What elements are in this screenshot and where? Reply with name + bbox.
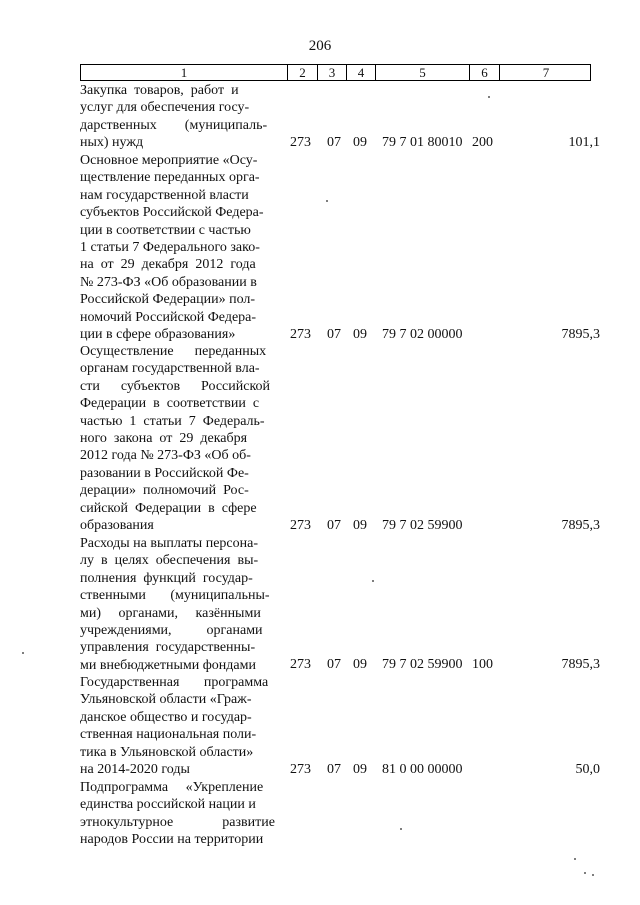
column-header-6: 6 [481, 65, 488, 80]
description-line: дарственных (муниципаль- [80, 117, 268, 133]
scan-speck [400, 828, 402, 830]
description-line: ми) органами, казёнными [80, 605, 261, 621]
column-header-2: 2 [299, 65, 306, 80]
code-target-article: 79 7 02 00000 [382, 327, 463, 342]
description-line: частью 1 статьи 7 Федераль- [80, 413, 265, 429]
scan-speck [584, 872, 586, 874]
code-expense-type: 200 [472, 135, 493, 150]
code-chapter: 273 [290, 518, 311, 533]
description-line: полнения функций государ- [80, 570, 253, 586]
column-header-4: 4 [357, 65, 365, 80]
scan-speck [372, 580, 374, 582]
description-line: услуг для обеспечения госу- [80, 100, 250, 116]
page-number: 206 [308, 38, 332, 54]
column-header-3: 3 [328, 65, 336, 80]
description-line: ственная национальная поли- [80, 727, 257, 743]
row-amount: 50,0 [575, 762, 600, 777]
description-line: субъектов Российской Федера- [80, 205, 264, 221]
row-description [80, 82, 280, 152]
column-header-7: 7 [542, 65, 550, 80]
code-target-article: 79 7 02 59900 [382, 518, 463, 533]
description-line: № 273-ФЗ «Об образовании в [80, 274, 257, 290]
code-chapter: 273 [290, 327, 311, 342]
description-line: ции в сфере образования» [80, 327, 236, 343]
code-section: 07 [327, 657, 341, 672]
row-amount: 7895,3 [561, 518, 600, 533]
code-chapter: 273 [290, 135, 311, 150]
description-line: народов России на территории [80, 832, 264, 848]
code-subsection: 09 [353, 135, 367, 150]
description-line: ственными (муниципальны- [80, 588, 270, 604]
description-line: этнокультурное развитие [80, 814, 275, 830]
description-line: сийской Федерации в сфере [80, 500, 257, 516]
description-line: единства российской нации и [80, 797, 256, 813]
description-line: ного закона от 29 декабря [80, 431, 248, 447]
row-description [80, 674, 280, 778]
row-amount: 7895,3 [561, 657, 600, 672]
description-line: ции в соответствии с частью [80, 222, 251, 238]
row-amount: 101,1 [568, 135, 600, 150]
description-line: Основное мероприятие «Осу- [80, 153, 258, 168]
description-line: дерации» полномочий Рос- [80, 483, 249, 499]
description-line: ществление переданных орга- [80, 170, 260, 186]
scan-speck [488, 96, 490, 98]
code-subsection: 09 [353, 327, 367, 342]
code-subsection: 09 [353, 657, 367, 672]
description-line: тика в Ульяновской области» [80, 744, 254, 760]
code-expense-type: 100 [472, 657, 493, 672]
row-description [80, 152, 280, 343]
description-line: лу в целях обеспечения вы- [80, 553, 259, 569]
description-line: Российской Федерации» пол- [80, 292, 256, 308]
scan-speck [22, 652, 24, 654]
table-header [80, 64, 591, 81]
row-description [80, 343, 280, 534]
code-subsection: 09 [353, 762, 367, 777]
code-section: 07 [327, 518, 341, 533]
description-line: Ульяновской области «Граж- [80, 692, 252, 708]
code-chapter: 273 [290, 762, 311, 777]
row-description [80, 779, 280, 849]
description-line: на от 29 декабря 2012 года [80, 257, 256, 273]
description-line: управления государственны- [80, 640, 256, 656]
description-line: данское общество и государ- [80, 709, 252, 725]
description-line: нам государственной власти [80, 187, 249, 203]
description-line: учреждениями, органами [80, 623, 263, 639]
code-target-article: 81 0 00 00000 [382, 762, 463, 777]
row-amount: 7895,3 [561, 327, 600, 342]
description-line: Закупка товаров, работ и [80, 83, 239, 98]
scan-speck [574, 858, 576, 860]
code-target-article: 79 7 02 59900 [382, 657, 463, 672]
description-line: Государственная программа [80, 675, 269, 690]
description-line: на 2014-2020 годы [80, 762, 190, 778]
code-target-article: 79 7 01 80010 [382, 135, 463, 150]
column-header-5: 5 [419, 65, 426, 80]
description-line: Подпрограмма «Укрепление [80, 780, 264, 795]
scan-speck [592, 874, 594, 876]
description-line: сти субъектов Российской [80, 378, 271, 394]
description-line: органам государственной вла- [80, 361, 260, 377]
description-line: ми внебюджетными фондами [80, 657, 256, 673]
row-description [80, 535, 280, 674]
column-header-1: 1 [180, 65, 188, 80]
code-chapter: 273 [290, 657, 311, 672]
code-section: 07 [327, 762, 341, 777]
code-section: 07 [327, 135, 341, 150]
code-section: 07 [327, 327, 341, 342]
description-line: 2012 года № 273-ФЗ «Об об- [80, 448, 251, 464]
description-line: Федерации в соответствии с [80, 396, 260, 412]
scan-speck [326, 200, 328, 202]
description-line: номочий Российской Федера- [80, 309, 257, 325]
description-line: ных) нужд [80, 135, 144, 151]
description-line: 1 статьи 7 Федерального зако- [80, 240, 260, 256]
description-line: Расходы на выплаты персона- [80, 536, 258, 551]
description-line: образования [80, 518, 154, 534]
description-line: Осуществление переданных [80, 344, 267, 359]
code-subsection: 09 [353, 518, 367, 533]
description-line: разовании в Российской Фе- [80, 465, 249, 481]
